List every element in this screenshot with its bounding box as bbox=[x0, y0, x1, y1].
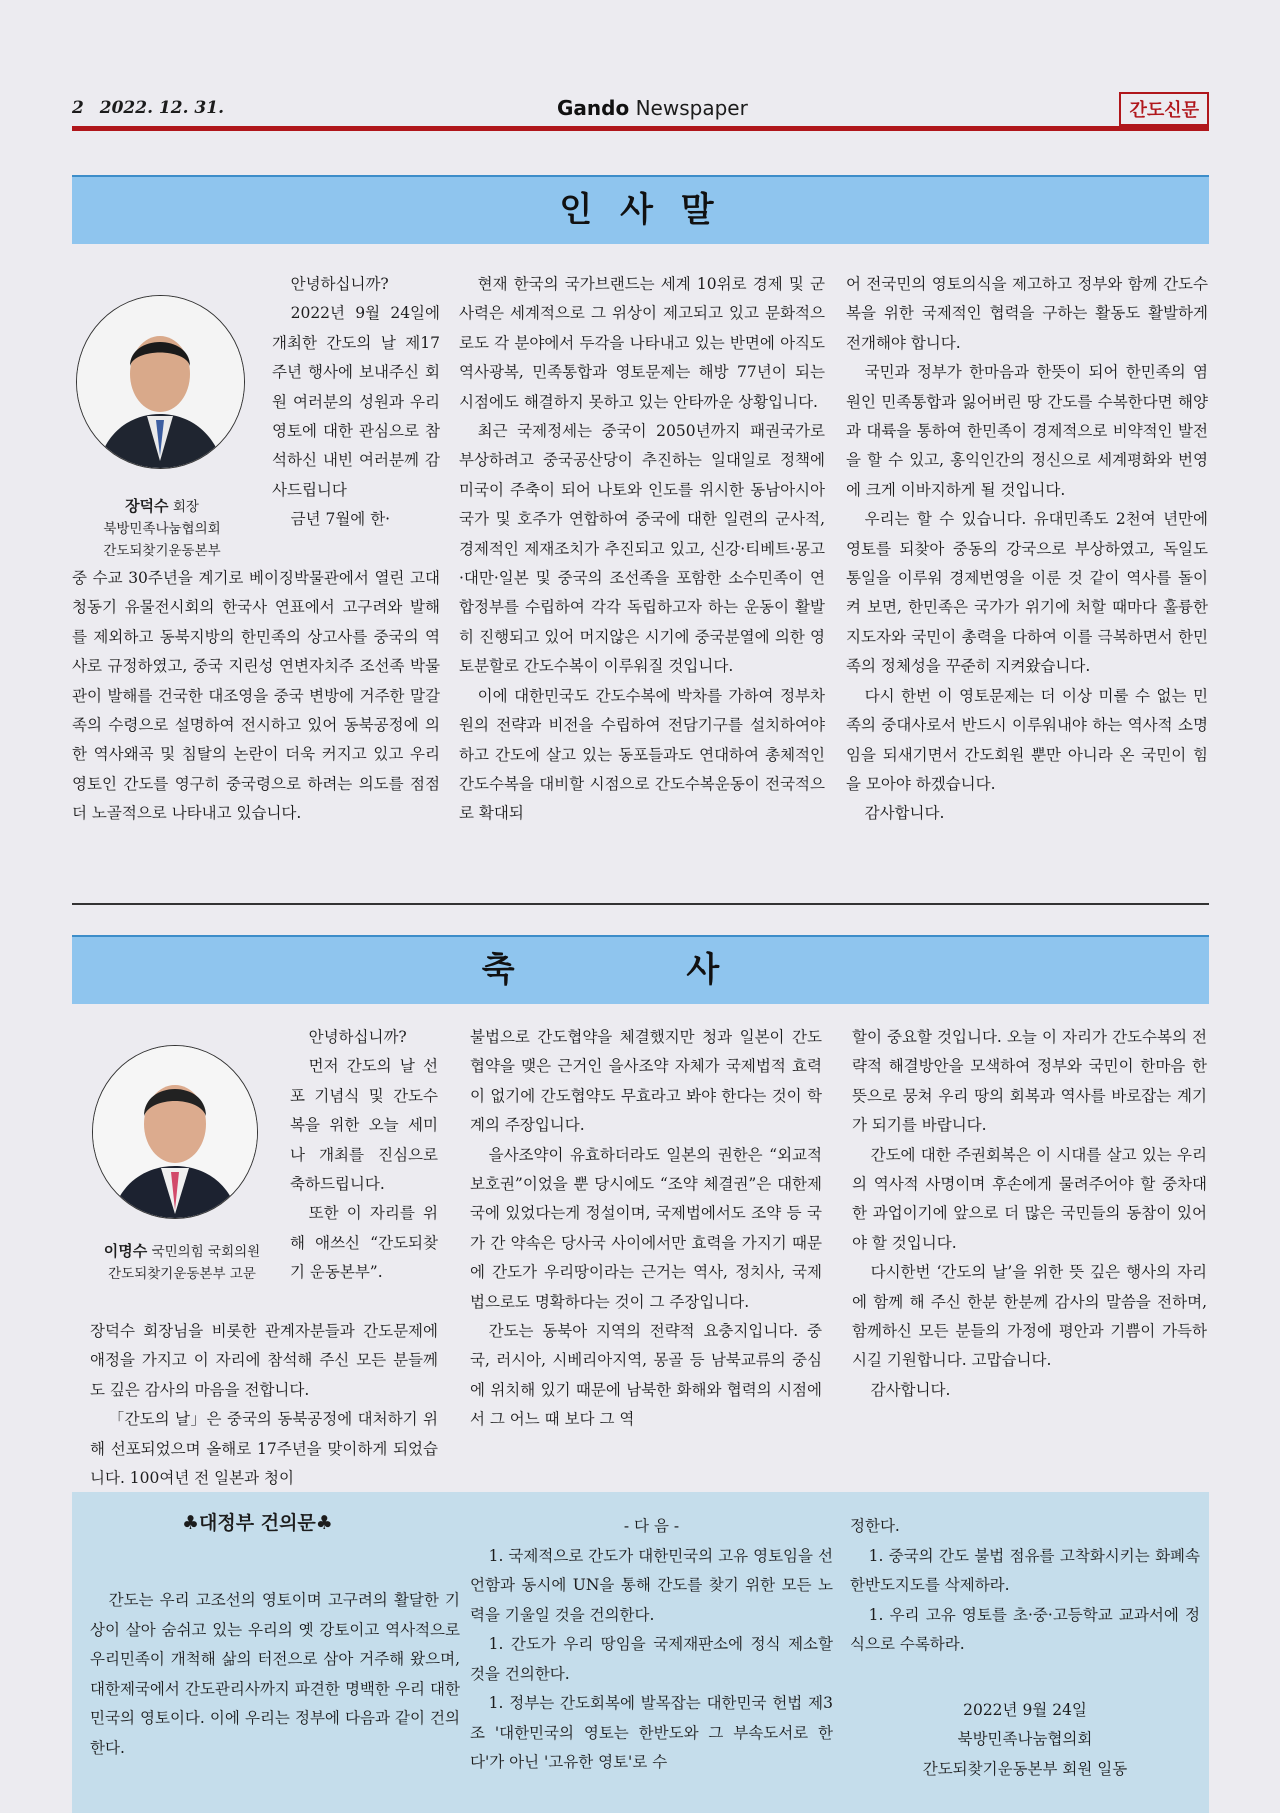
paragraph: 장덕수 회장님을 비롯한 관계자분들과 간도문제에 애정을 가지고 이 자리에 참석해 주신 모든 분들께도 깊은 감사의 마음을 전합니다. bbox=[90, 1322, 438, 1399]
proposal-item-continued: 정한다. bbox=[850, 1517, 900, 1535]
proposal-heading: - 다 음 - bbox=[623, 1517, 680, 1535]
paragraph: 어 전국민의 영토의식을 제고하고 정부와 함께 간도수복을 위한 국제적인 협력을 구하는 활동도 활발하게 전개해야 합니다. bbox=[846, 275, 1208, 352]
signature-org: 간도되찾기운동본부 회원 일동 bbox=[922, 1759, 1128, 1778]
paragraph: 간도에 대한 주권회복은 이 시대를 살고 있는 우리의 역사적 사명이며 후손에게 물려주어야 할 중차대한 과업이기에 앞으로 더 많은 국민들의 동참이 있어야 할 것입니다. bbox=[852, 1145, 1207, 1252]
speaker-org: 간도되찾기운동본부 고문 bbox=[108, 1266, 256, 1282]
paragraph: 최근 국제정세는 중국이 2050년까지 패권국가로 부상하려고 중국공산당이 추진하는 일대일로 정책에 미국이 주축이 되어 나토와 인도를 위시한 동남아시아국가 및 호주가 연합하여 중국에 대한 일련의 군사적, 경제적인 제재조치가 추진되고 있고, 신강·티베트·몽고·대만·일본 및 중국의 조선족을 포함한 소수민족이 연합정부를 수립하여 각각 독립하고자 하는 운동이 활발히 진행되고 있어 머지않은 시기에 중국분열에 의한 영토분할로 간도수복이 이루워질 것입니다. bbox=[459, 422, 825, 676]
speaker-caption-greeting bbox=[72, 495, 252, 562]
proposal-items-column bbox=[470, 1512, 833, 1778]
paragraph: 감사합니다. bbox=[870, 1380, 951, 1399]
portrait-illustration bbox=[93, 1046, 257, 1218]
proposal-item: 1. 국제적으로 간도가 대한민국의 고유 영토임을 선언함과 동시에 UN을 통해 간도를 찾기 위한 모든 노력을 기울일 것을 건의한다. bbox=[470, 1546, 833, 1624]
proposal-item: 1. 정부는 간도회복에 발목잡는 대한민국 헌법 제3조 '대한민국의 영토는 한반도와 그 부속도서로 한다'가 아닌 '고유한 영토'로 수 bbox=[470, 1694, 833, 1771]
proposal-intro: 간도는 우리 고조선의 영토이며 고구려의 활달한 기상이 살아 숨쉬고 있는 우리의 옛 강토이고 역사적으로 우리민족이 개척해 삶의 터전으로 삼아 거주해 왔으며, 대한제국에서 간도관리사까지 파견한 명백한 우리 대한민국의 영토이다. 이에 우리는 정부에 다음과 같이 건의 한다. bbox=[90, 1591, 460, 1757]
paragraph: 을사조약이 유효하더라도 일본의 권한은 “외교적 보호권”이었을 뿐 당시에도 “조약 체결권”은 대한제국에 있었다는게 정설이며, 국제법에서도 조약 등 국가 간 약속은 당사국 사이에서만 효력을 가지기 때문에 간도가 우리땅이라는 근거는 역사, 정치사, 국제법으로도 명확하다는 것이 그 주장입니다. bbox=[470, 1145, 822, 1311]
greeting-banner bbox=[72, 175, 1209, 244]
speaker-name: 이명수 bbox=[103, 1242, 148, 1260]
paragraph: 「간도의 날」은 중국의 동북공정에 대처하기 위해 선포되었으며 올해로 17주년을 맞이하게 되었습니다. 100여년 전 일본과 청이 bbox=[90, 1410, 438, 1488]
speaker-caption-congrats bbox=[82, 1240, 282, 1285]
greeting-title: 인 사 말 bbox=[559, 190, 722, 230]
portrait-illustration bbox=[77, 296, 244, 468]
page-info bbox=[72, 98, 224, 118]
paragraph: 안녕하십니까? bbox=[290, 275, 389, 293]
greeting-column-2 bbox=[459, 270, 825, 829]
congrats-column-2 bbox=[470, 1023, 822, 1435]
congrats-banner bbox=[72, 935, 1209, 1004]
proposal-title: ♣대정부 건의문♣ bbox=[182, 1512, 333, 1534]
header-rule bbox=[72, 126, 1209, 131]
paragraph: 감사합니다. bbox=[864, 804, 945, 823]
signature-org: 북방민족나눔협의회 bbox=[957, 1730, 1093, 1748]
paragraph: 이에 대한민국도 간도수복에 박차를 가하여 정부차원의 전략과 비전을 수립하여 전담기구를 설치하여야 하고 간도에 살고 있는 동포들과도 연대하여 총체적인 간도수복을 대비할 시점으로 간도수복운동이 전국적으로 확대되 bbox=[459, 686, 825, 823]
paragraph: 할이 중요할 것입니다. 오늘 이 자리가 간도수복의 전략적 해결방안을 모색하여 정부와 국민이 한마음 한 뜻으로 뭉쳐 우리 땅의 회복과 역사를 바로잡는 계기가 되기를 바랍니다. bbox=[852, 1028, 1207, 1135]
speaker-role: 회장 bbox=[172, 499, 199, 515]
paragraph: 다시한번 ‘간도의 날’을 위한 뜻 깊은 행사의 자리에 함께 해 주신 한분 한분께 감사의 말씀을 전하며, 함께하신 모든 분들의 가정에 평안과 기쁨이 가득하시길 기원합니다. 고맙습니다. bbox=[852, 1263, 1207, 1370]
paragraph: 2022년 9월 24일에 개최한 간도의 날 제17주년 행사에 보내주신 회원 여러분의 성원과 우리 영토에 대한 관심으로 참석하신 내빈 여러분께 감사드립니다 bbox=[272, 304, 440, 499]
masthead-logo: 간도신문 bbox=[1119, 92, 1209, 126]
proposal-item: 1. 간도가 우리 땅임을 국제재판소에 정식 제소할 것을 건의한다. bbox=[470, 1635, 833, 1683]
paragraph: 우리는 할 수 있습니다. 유대민족도 2천여 년만에 영토를 되찾아 중동의 강국으로 부상하였고, 독일도 통일을 이루워 경제번영을 이룬 것 같이 역사를 돌이켜 보면, 한민족은 국가가 위기에 처할 때마다 훌륭한 지도자와 국민이 총력을 다하여 이를 극복하면서 한민족의 정체성을 꾸준히 지켜왔습니다. bbox=[846, 510, 1208, 676]
paragraph: 중 수교 30주년을 계기로 베이징박물관에서 열린 고대 청동기 유물전시회의 한국사 연표에서 고구려와 발해를 제외하고 동북지방의 한민족의 상고사를 중국의 역사로 규정하였고, 중국 지린성 연변자치주 조선족 박물관이 발해를 건국한 대조영을 중국 변방에 거주한 말갈족의 수령으로 설명하여 전시하고 있어 동북공정에 의한 역사왜곡 및 침탈의 논란이 더욱 커지고 있고 우리 영토인 간도를 영구히 중국령으로 하려는 의도를 점점 더 노골적으로 나타내고 있습니다. bbox=[72, 569, 440, 823]
issue-date: 2022. 12. 31. bbox=[99, 98, 224, 118]
paragraph: 간도는 동북아 지역의 전략적 요충지입니다. 중국, 러시아, 시베리아지역, 몽골 등 남북교류의 중심에 위치해 있기 때문에 남북한 화해와 협력의 시점에서 그 어느 때 보다 그 역 bbox=[470, 1322, 822, 1429]
greeting-column-3 bbox=[846, 270, 1208, 829]
greeting-column-1-bottom bbox=[72, 564, 440, 829]
congrats-column-1-bottom bbox=[90, 1317, 438, 1493]
speaker-org: 북방민족나눔협의회 bbox=[103, 521, 221, 537]
proposal-item: 1. 중국의 간도 불법 점유를 고착화시키는 화폐속 한반도지도를 삭제하라. bbox=[850, 1546, 1200, 1594]
paragraph: 다시 한번 이 영토문제는 더 이상 미룰 수 없는 민족의 중대사로서 반드시 이루워내야 하는 역사적 소명임을 되새기면서 간도회원 뿐만 아니라 온 국민이 힘을 모아야 하겠습니다. bbox=[846, 686, 1208, 793]
greeting-column-1-top bbox=[272, 270, 440, 535]
page-number: 2 bbox=[72, 98, 84, 118]
speaker-photo-greeting bbox=[76, 295, 245, 469]
paragraph: 국민과 정부가 한마음과 한뜻이 되어 한민족의 염원인 민족통합과 잃어버린 땅 간도를 수복한다면 해양과 대륙을 통하여 한민족이 경제적으로 비약적인 발전을 할 수 있고, 홍익인간의 정신으로 세계평화와 번영에 크게 이바지하게 될 것입니다. bbox=[846, 363, 1208, 499]
paragraph: 안녕하십니까? bbox=[308, 1028, 407, 1046]
speaker-org: 간도되찾기운동본부 bbox=[103, 543, 221, 559]
newspaper-brand bbox=[557, 96, 748, 120]
paragraph: 금년 7월에 한· bbox=[290, 510, 391, 529]
paragraph: 또한 이 자리를 위해 애쓰신 “간도되찾기 운동본부”. bbox=[290, 1204, 438, 1282]
speaker-name: 장덕수 bbox=[125, 497, 169, 515]
paragraph: 현재 한국의 국가브랜드는 세계 10위로 경제 및 군사력은 세계적으로 그 위상이 제고되고 있고 문화적으로도 각 분야에서 두각을 나타내고 있는 반면에 아직도 역사광복, 민족통합과 영토문제는 해방 77년이 되는 시점에도 해결하지 못하고 있는 안타까운 상황입니다. bbox=[459, 275, 825, 411]
congrats-column-3 bbox=[852, 1023, 1207, 1405]
speaker-role: 국민의힘 국회의원 bbox=[151, 1244, 261, 1260]
brand-name: Gando bbox=[557, 96, 630, 120]
speaker-photo-congrats bbox=[92, 1045, 258, 1219]
signature-date: 2022년 9월 24일 bbox=[963, 1700, 1087, 1719]
proposal-item: 1. 우리 고유 영토를 초·중·고등학교 교과서에 정식으로 수록하라. bbox=[850, 1605, 1200, 1653]
proposal-intro-column bbox=[90, 1586, 460, 1763]
proposal-right-column bbox=[850, 1512, 1200, 1784]
congrats-column-1-top bbox=[290, 1023, 438, 1288]
paragraph: 먼저 간도의 날 선포 기념식 및 간도수복을 위한 오늘 세미나 개최를 진심으로 축하드립니다. bbox=[290, 1057, 438, 1194]
brand-suffix: Newspaper bbox=[635, 96, 748, 120]
proposal-box bbox=[72, 1492, 1209, 1813]
paragraph: 불법으로 간도협약을 체결했지만 청과 일본이 간도협약을 맺은 근거인 을사조약 자체가 국제법적 효력이 없기에 간도협약도 무효라고 봐야 한다는 것이 학계의 주장입니다. bbox=[470, 1028, 822, 1135]
section-divider bbox=[72, 903, 1209, 905]
congrats-title: 축 사 bbox=[481, 950, 800, 990]
